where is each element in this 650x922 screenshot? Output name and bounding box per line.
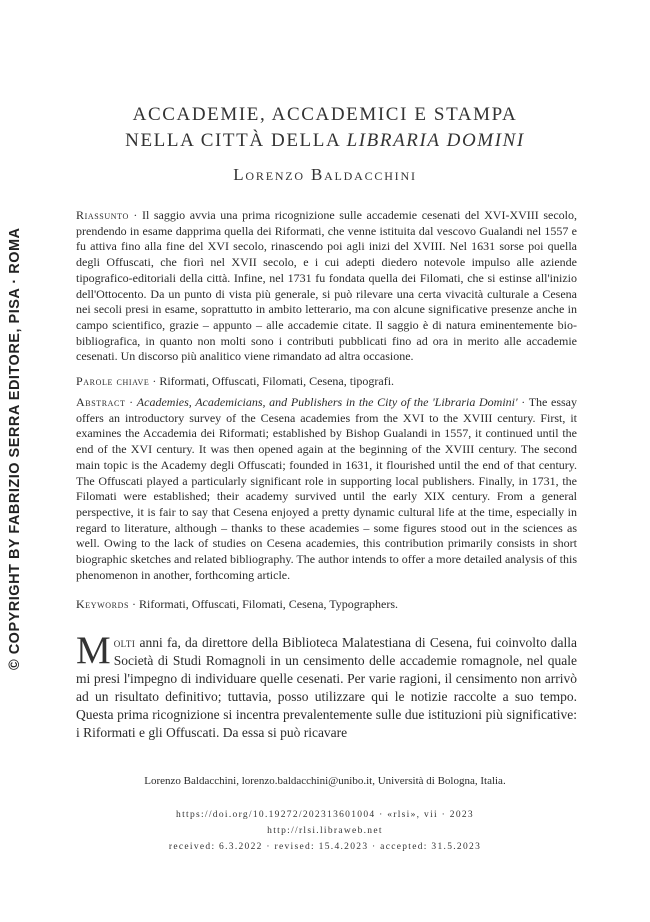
abstract-title: Academies, Academicians, and Publishers in the City of the 'Libraria Domini': [136, 395, 518, 409]
body-first-words: olti: [113, 635, 136, 650]
abstract-section: [76, 395, 577, 583]
body-text: anni fa, da direttore della Biblioteca Malatestiana di Cesena, fui coinvolto dalla Società di Studi Romagnoli in un censimento delle accademie romagnole, nel quale mi presi l'impegno di individuare quelle cesenati. Per varie ragioni, il censimento non arrivò ad un risultato definitivo; tuttavia, posso utilizzare qui le notizie raccolte a suo tempo. Questa prima ricognizione si incentra prevalentemente sulle due istituzioni più significative: i Riformati e gli Offuscati. Da essa si può ricavare: [76, 635, 577, 740]
riassunto-section: [76, 208, 577, 365]
article-title-line-1: ACCADEMIE, ACCADEMICI E STAMPA: [132, 104, 518, 125]
author-footnote: Lorenzo Baldacchini, lorenzo.baldacchini@unibo.it, Università di Bologna, Italia.: [144, 775, 506, 787]
author-name: Lorenzo Baldacchini: [233, 165, 417, 184]
riassunto-label: Riassunto: [76, 208, 129, 222]
body-paragraph: [76, 629, 577, 742]
title-italic: LIBRARIA DOMINI: [346, 130, 525, 151]
abstract-text: The essay offers an introductory survey of the Cesena academies from the XVI to the XVIII century. First, it examines the Accademia dei Riformati; established by Bishop Gualandi in 1557, it continued until the end of the XVI century. It was then opened again at the beginning of the XVIII century. The second main topic is the Academy degli Offuscati; founded in 1631, it flourished until the end of that century. The Offuscati played a particularly significant role in supporting local publishers. Finally, in 1731, the Filomati were established; their academy survived until the early XIX century. From a general perspective, it is fair to say that Cesena enjoyed a pretty dynamic cultural life at the time, especially in regard to literature, although – thanks to these academies – some figures stood out in the sciences as well. Owing to the lack of studies on Cesena academies, this contribution primarily consists in short biographic sketches and related bibliography. The author intends to offer a more detailed analysis of this phenomenon in another, forthcoming article.: [76, 395, 578, 582]
abstract-separator: ·: [125, 395, 137, 409]
riassunto-text: Il saggio avvia una prima ricognizione sulle accademie cesenati del XVI-XVIII secolo, prendendo in esame dapprima quella dei Riformati, che venne istituita dal vescovo Gualandi nel 1557 e fu attiva fino alla fine del XVI secolo, rinascendo poi agli inizi del XVIII. Nel 1631 sorse poi quella degli Offuscati, che fiorì nel XVII secolo, e i cui adepti diedero notevole impulso alle aziende tipografico-editoriali della città. Infine, nel 1731 fu fondata quella dei Filomati, che si estinse all'inizio dell'Ottocento. Da un punto di vista più generale, si può rilevare una certa vivacità culturale a Cesena nei secoli presi in esame, soprattutto in ambito letterario, ma con alcune significative presenze anche in campo scientifico, grazie – appunto – alle accademie citate. Il saggio è di natura eminentemente bio-bibliografica, in quanto non molti sono i contributi pubblicati fino ad ora in merito alle accademie cesenati. Un discorso più analitico viene rimandato ad altra occasione.: [76, 208, 577, 364]
parole-chiave-section: [76, 374, 577, 390]
abstract-title-separator: ·: [517, 395, 529, 409]
keywords-text: Riformati, Offuscati, Filomati, Cesena, Typographers.: [139, 597, 399, 611]
dates-line: received: 6.3.2022 · revised: 15.4.2023 · accepted: 31.5.2023: [168, 842, 482, 852]
parole-chiave-text: Riformati, Offuscati, Filomati, Cesena, tipografi.: [159, 374, 395, 388]
riassunto-separator: ·: [128, 208, 142, 222]
copyright-notice: © COPYRIGHT BY FABRIZIO SERRA EDITORE, PISA · ROMA: [7, 227, 23, 670]
keywords-label: Keywords: [76, 597, 130, 611]
keywords-section: [76, 597, 577, 613]
abstract-label: Abstract: [76, 395, 126, 409]
keywords-separator: ·: [129, 597, 140, 611]
parole-chiave-label: Parole chiave: [76, 374, 150, 388]
parole-chiave-separator: ·: [149, 374, 160, 388]
journal-url: http://rlsi.libraweb.net: [267, 826, 383, 836]
article-title-line-2: [0, 130, 650, 152]
title-prefix: NELLA CITTÀ DELLA: [125, 130, 347, 151]
drop-cap: M: [76, 629, 111, 672]
doi-line: https://doi.org/10.19272/202313601004 · «rlsi», vii · 2023: [176, 810, 474, 820]
